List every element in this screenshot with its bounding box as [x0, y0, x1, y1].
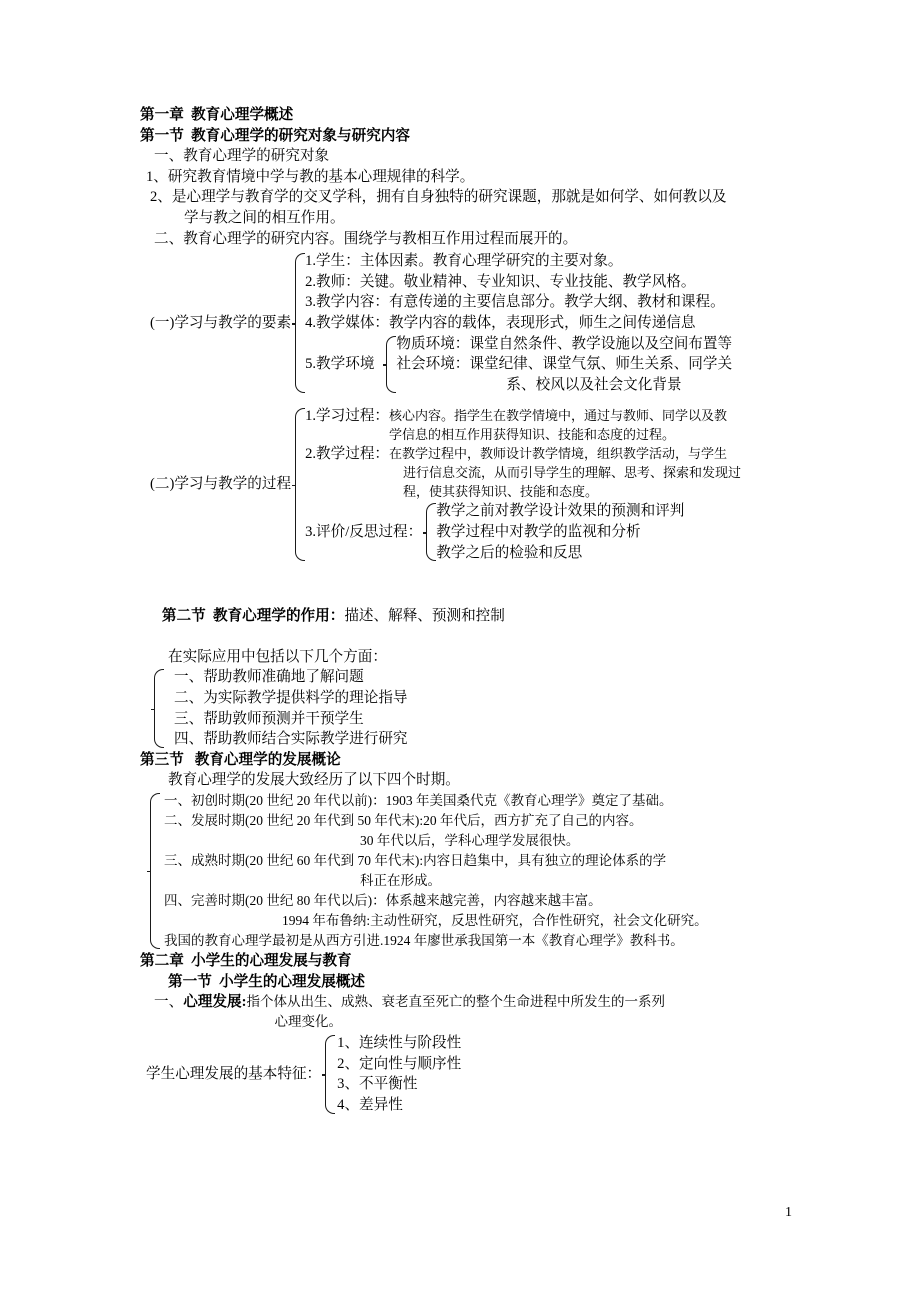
group-b-item-3-sub — [436, 501, 800, 563]
group-a-items — [305, 251, 800, 395]
group-periods-items — [160, 791, 800, 951]
group-a-item-2 — [305, 272, 800, 293]
group-b-item-2-line3: 程，使其获得知识、技能和态度。 — [403, 484, 599, 500]
group-c-label: 学生心理发展的基本特征： — [146, 1066, 322, 1083]
chapter1-section1-item2-line2: 学与教之间的相互作用。 — [184, 209, 345, 226]
role-item-1: 一、帮助教师准确地了解问题 — [174, 669, 364, 686]
group-a-item-5 — [305, 334, 800, 396]
group-b-item-1-line2: 学信息的相互作用获得知识、技能和态度的过程。 — [389, 427, 676, 443]
group-learning-teaching-elements — [140, 251, 800, 395]
group-a-item-4 — [305, 313, 800, 334]
chapter1-section2-title-row — [140, 585, 800, 647]
period-item-1: 一、初创时期(20 世纪 20 年代以前)：1903 年美国桑代克《教育心理学》奠定了基础。 — [164, 793, 673, 809]
group-b-items — [305, 406, 800, 563]
evaluation-during: 教学过程中对教学的监视和分析 — [436, 523, 641, 540]
group-b-item-1-line1: 核心内容。指学生在教学情境中，通过与教师、同学以及教 — [389, 408, 728, 424]
chapter2-section1-title: 第一节 小学生的心理发展概述 — [168, 973, 366, 990]
role-item-2: 二、为实际教学提供料学的理论指导 — [174, 690, 408, 707]
trait-item-2: 2、定向性与顺序性 — [337, 1055, 462, 1072]
role-item-4: 四、帮助教师结合实际教学进行研究 — [174, 731, 408, 748]
brace-group-traits — [322, 1033, 333, 1115]
group-a-item-3-num: 3. — [305, 294, 317, 311]
brace-teaching-environment — [383, 334, 394, 396]
period-item-3: 三、成熟时期(20 世纪 60 年代到 70 年代末):内容日趋集中，具有独立的理论体系的学 — [164, 853, 667, 869]
environment-social-line2: 系、校风以及社会文化背景 — [506, 376, 682, 393]
group-roles-items — [164, 667, 800, 749]
group-a-item-2-text: 教师：关键。敬业精神、专业知识、专业技能、教学风格。 — [316, 273, 696, 290]
environment-physical: 物质环境：课堂自然条件、教学设施以及空间布置等 — [396, 335, 733, 352]
chapter2-title: 第二章 小学生的心理发展与教育 — [140, 953, 352, 970]
period-item-2: 二、发展时期(20 世纪 20 年代到 50 年代末):20 年代后，西方扩充了自己的内容。 — [164, 813, 643, 829]
group-a-item-1-text: 学生：主体因素。教育心理学研究的主要对象。 — [316, 253, 623, 270]
page-number: 1 — [785, 1205, 792, 1220]
spacer-1 — [140, 395, 800, 406]
brace-group-a — [292, 251, 303, 395]
chapter1-section2-title-bold: 第二节 教育心理学的作用： — [161, 607, 345, 624]
group-b-item-2-num: 2. — [305, 446, 317, 463]
group-a-label: (一)学习与教学的要素 — [150, 314, 292, 331]
chapter2-item1-bold: 心理发展: — [183, 994, 247, 1011]
chapter1-section2-lead: 在实际应用中包括以下几个方面： — [168, 648, 387, 665]
group-b-item-3-label: 评价/反思过程： — [316, 523, 423, 540]
group-a-item-2-num: 2. — [305, 273, 317, 290]
chapter1-section1-sub2: 二、教育心理学的研究内容。围绕学与教相互作用过程而展开的。 — [154, 230, 578, 247]
group-a-item-5-num: 5. — [305, 356, 317, 373]
chapter2-item1-num: 一、 — [154, 994, 184, 1011]
brace-group-periods — [147, 791, 158, 951]
trait-item-4: 4、差异性 — [337, 1097, 403, 1113]
group-b-item-3-num: 3. — [305, 523, 317, 540]
evaluation-before: 教学之前对教学设计效果的预测和评判 — [436, 503, 685, 520]
chapter2-item1-line2: 心理变化。 — [274, 1014, 342, 1030]
group-b-item-2 — [305, 444, 800, 501]
group-a-item-5-label: 教学环境 — [316, 356, 375, 373]
group-psychology-roles — [140, 667, 800, 749]
period-item-3-cont: 科正在形成。 — [360, 873, 441, 889]
group-a-item-3-text: 教学内容：有意传递的主要信息部分。教学大纲、教材和课程。 — [316, 294, 725, 311]
group-b-item-2-line2: 进行信息交流，从而引导学生的理解、思考、探索和发现过 — [403, 465, 742, 481]
chapter1-section1-item2-line1: 2、是心理学与教育学的交叉学科，拥有自身独特的研究课题，那就是如何学、如何教以及 — [150, 189, 727, 206]
group-development-traits — [140, 1033, 800, 1115]
chapter1-section3-lead: 教育心理学的发展大致经历了以下四个时期。 — [168, 772, 460, 789]
group-development-periods — [140, 791, 800, 951]
group-a-item-1-num: 1. — [305, 253, 317, 270]
environment-social-line1: 社会环境：课堂纪律、课堂气氛、师生关系、同学关 — [396, 356, 733, 373]
group-b-item-1-num: 1. — [305, 408, 317, 425]
group-a-item-3 — [305, 292, 800, 313]
chapter1-section3-title: 第三节 教育心理学的发展概论 — [140, 751, 341, 768]
chapter2-item1 — [140, 992, 800, 1032]
group-a-item-5-sub — [396, 334, 800, 396]
group-b-label: (二)学习与教学的过程 — [150, 476, 292, 493]
group-b-item-2-line1: 在教学过程中，教师设计教学情境，组织教学活动，与学生 — [389, 446, 728, 462]
period-item-4-cont: 1994 年布鲁纳:主动性研究，反思性研究，合作性研究，社会文化研究。 — [282, 913, 708, 929]
chapter1-section1-sub1: 一、教育心理学的研究对象 — [154, 148, 330, 165]
group-a-item-4-num: 4. — [305, 314, 317, 331]
trait-item-3: 3、不平衡性 — [337, 1076, 418, 1093]
group-learning-teaching-process — [140, 406, 800, 563]
group-b-item-2-label: 教学过程： — [316, 446, 390, 463]
brace-evaluation-reflection — [423, 501, 434, 563]
brace-group-b — [292, 406, 303, 563]
group-b-item-3 — [305, 501, 800, 563]
group-b-item-1-label: 学习过程： — [316, 408, 390, 425]
group-c-items — [335, 1033, 800, 1115]
group-b-item-1-body — [389, 406, 800, 444]
chapter1-section2-title-rest: 描述、解释、预测和控制 — [344, 607, 505, 624]
group-a-item-1 — [305, 251, 800, 272]
group-a-item-4-text: 教学媒体：教学内容的载体，表现形式，师生之间传递信息 — [316, 314, 696, 331]
document-body — [140, 105, 800, 1116]
role-item-3: 三、帮助敦师预测并干预学生 — [174, 710, 364, 727]
group-b-item-2-body — [389, 444, 800, 501]
brace-group-roles — [151, 667, 162, 749]
section3-closing: 我国的教育心理学最初是从西方引进.1924 年廖世承我国第一本《教育心理学》教科书。 — [164, 933, 684, 949]
chapter2-item1-line1: 指个体从出生、成熟、衰老直至死亡的整个生命进程中所发生的一系列 — [246, 994, 665, 1010]
group-b-item-1 — [305, 406, 800, 444]
chapter1-section1-item1: 1、研究教育情境中学与教的基本心理规律的科学。 — [146, 168, 475, 185]
period-item-4: 四、完善时期(20 世纪 80 年代以后)：体系越来越完善，内容越来越丰富。 — [164, 893, 602, 909]
period-item-2-cont: 30 年代以后，学科心理学发展很快。 — [360, 833, 580, 849]
chapter2-item1-body — [246, 992, 800, 1032]
chapter1-section1-title: 第一节 教育心理学的研究对象与研究内容 — [140, 127, 410, 144]
chapter1-title: 第一章 教育心理学概述 — [140, 107, 294, 123]
evaluation-after: 教学之后的检验和反思 — [436, 544, 583, 561]
spacer-2 — [140, 563, 800, 585]
trait-item-1: 1、连续性与阶段性 — [337, 1035, 462, 1052]
